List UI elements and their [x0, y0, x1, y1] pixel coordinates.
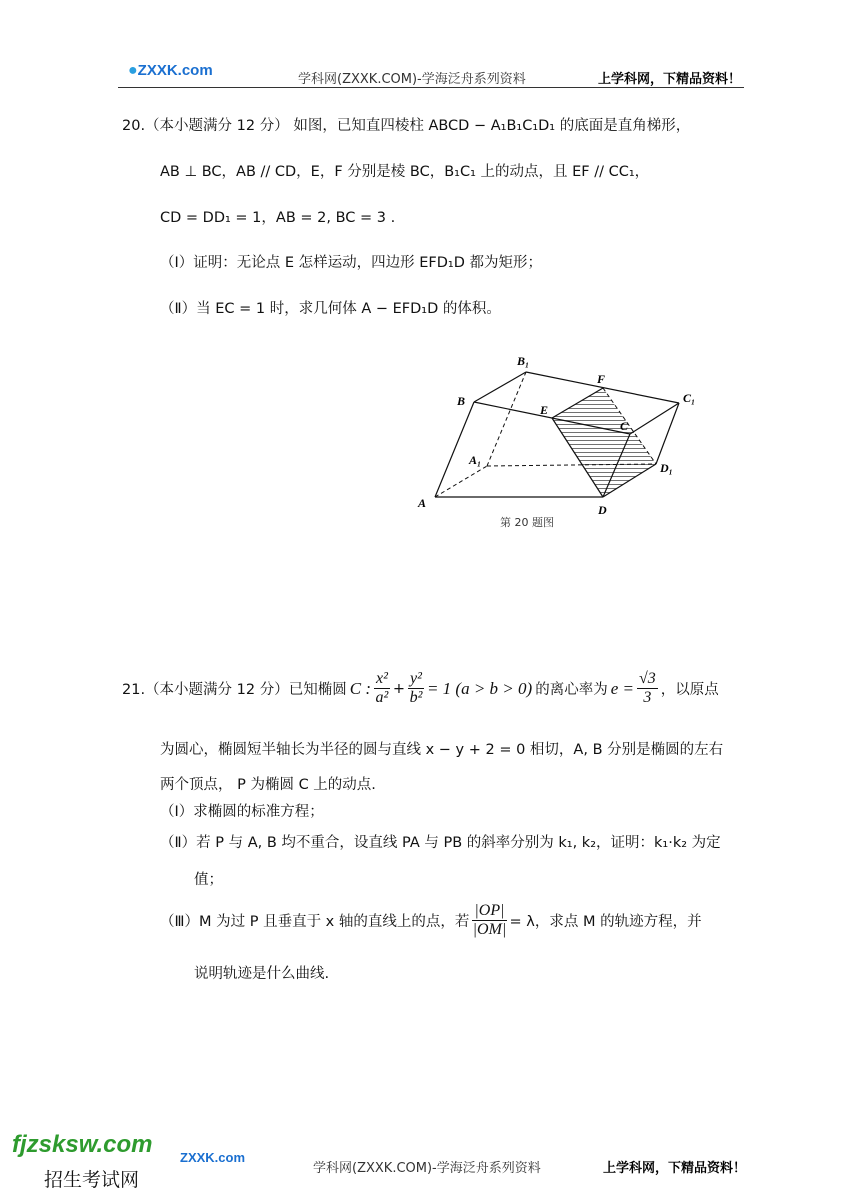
q21-part3 [160, 902, 702, 939]
figure-caption: 第 20 题图 [500, 516, 554, 529]
header-right-text: 上学科网，下精品资料！ [598, 72, 742, 87]
footer-logo-zxxk: ZXXK.com [180, 1150, 246, 1165]
footer-logo-site: fjzsksw.com [12, 1131, 153, 1158]
edge-cc1 [630, 403, 679, 434]
edge-ab [435, 402, 474, 497]
q21-part1: （Ⅰ）求椭圆的标准方程； [160, 804, 324, 820]
label-c: C [620, 419, 629, 433]
header-logo-text: ZXXK.com [137, 62, 213, 79]
edge-c1d1 [656, 403, 679, 464]
q21-e-label: e = [610, 678, 634, 698]
header-center-text: 学科网(ZXXK.COM)-学海泛舟系列资料 [298, 72, 526, 87]
frac-den: a² [375, 689, 389, 706]
fraction-x2-a2 [374, 670, 390, 707]
q20-line3: CD = DD₁ = 1，AB = 2, BC = 3 . [160, 210, 396, 226]
frac-num: √3 [638, 670, 656, 687]
fraction-op-om [472, 902, 506, 939]
plus-sign: + [392, 680, 406, 697]
q21-part2b: 值； [194, 872, 223, 888]
header-logo: ●ZXXK.com [128, 62, 213, 79]
q21-part3b: 说明轨迹是什么曲线. [194, 966, 330, 982]
q21-intro: 21.（本小题满分 12 分）已知椭圆 [122, 682, 347, 698]
label-d: D [598, 503, 607, 517]
label-d1: D₁ [660, 461, 673, 475]
q21-tail1: ，以原点 [660, 682, 719, 698]
frac-den: |OM| [472, 921, 507, 938]
label-e: E [540, 403, 549, 417]
footer-logo-fjzsksw [12, 1132, 153, 1161]
q20-part2: （Ⅱ）当 EC = 1 时，求几何体 A − EFD₁D 的体积。 [160, 301, 501, 317]
q20-line1: 20.（本小题满分 12 分） 如图，已知直四棱柱 ABCD − A₁B₁C₁D₁ 的底面是直角梯形， [122, 118, 691, 134]
frac-num: x² [375, 670, 388, 687]
q20-part1: （Ⅰ）证明：无论点 E 怎样运动，四边形 EFD₁D 都为矩形； [160, 255, 543, 271]
label-b: B [457, 394, 466, 408]
fraction-y2-b2 [408, 670, 424, 707]
footer-right-text: 上学科网，下精品资料！ [603, 1161, 747, 1176]
q21-eq-cond: = 1 (a > b > 0) [426, 678, 533, 698]
label-c1: C₁ [683, 391, 696, 405]
footer-logo-cn: 招生考试网 [44, 1169, 140, 1191]
label-b1: B₁ [517, 354, 530, 368]
frac-den: b² [409, 689, 423, 706]
label-a: A [418, 496, 427, 510]
frac-den: 3 [643, 689, 652, 706]
label-f: F [597, 372, 606, 386]
q21-ecc-text: 的离心率为 [535, 682, 608, 698]
q21-line3: 两个顶点， P 为椭圆 C 上的动点. [160, 777, 376, 793]
edge-bb1 [474, 372, 526, 402]
q21-line2: 为圆心，椭圆短半轴长为半径的圆与直线 x − y + 2 = 0 相切，A, B 分别是椭圆的左右 [160, 742, 724, 758]
fraction-sqrt3-3 [637, 670, 658, 707]
q21-part2: （Ⅱ）若 P 与 A, B 均不重合，设直线 PA 与 PB 的斜率分别为 k₁, k₂，证明：k₁·k₂ 为定 [160, 835, 721, 851]
q20-line2: AB ⊥ BC，AB // CD，E，F 分别是棱 BC，B₁C₁ 上的动点，且 EF // CC₁， [160, 164, 650, 180]
edge-aa1 [435, 466, 487, 497]
q21-line1 [122, 670, 719, 707]
edge-a1b1 [487, 372, 526, 466]
prism-figure [0, 0, 850, 560]
q21-c-label: C : [349, 678, 371, 698]
q21-part3-post: = λ，求点 M 的轨迹方程，并 [509, 914, 702, 930]
label-a1: A₁ [469, 453, 482, 467]
footer-center-text: 学科网(ZXXK.COM)-学海泛舟系列资料 [313, 1161, 541, 1176]
frac-num: y² [410, 670, 422, 687]
q21-part3-pre: （Ⅲ）M 为过 P 且垂直于 x 轴的直线上的点，若 [160, 914, 470, 930]
frac-num: |OP| [474, 902, 505, 919]
